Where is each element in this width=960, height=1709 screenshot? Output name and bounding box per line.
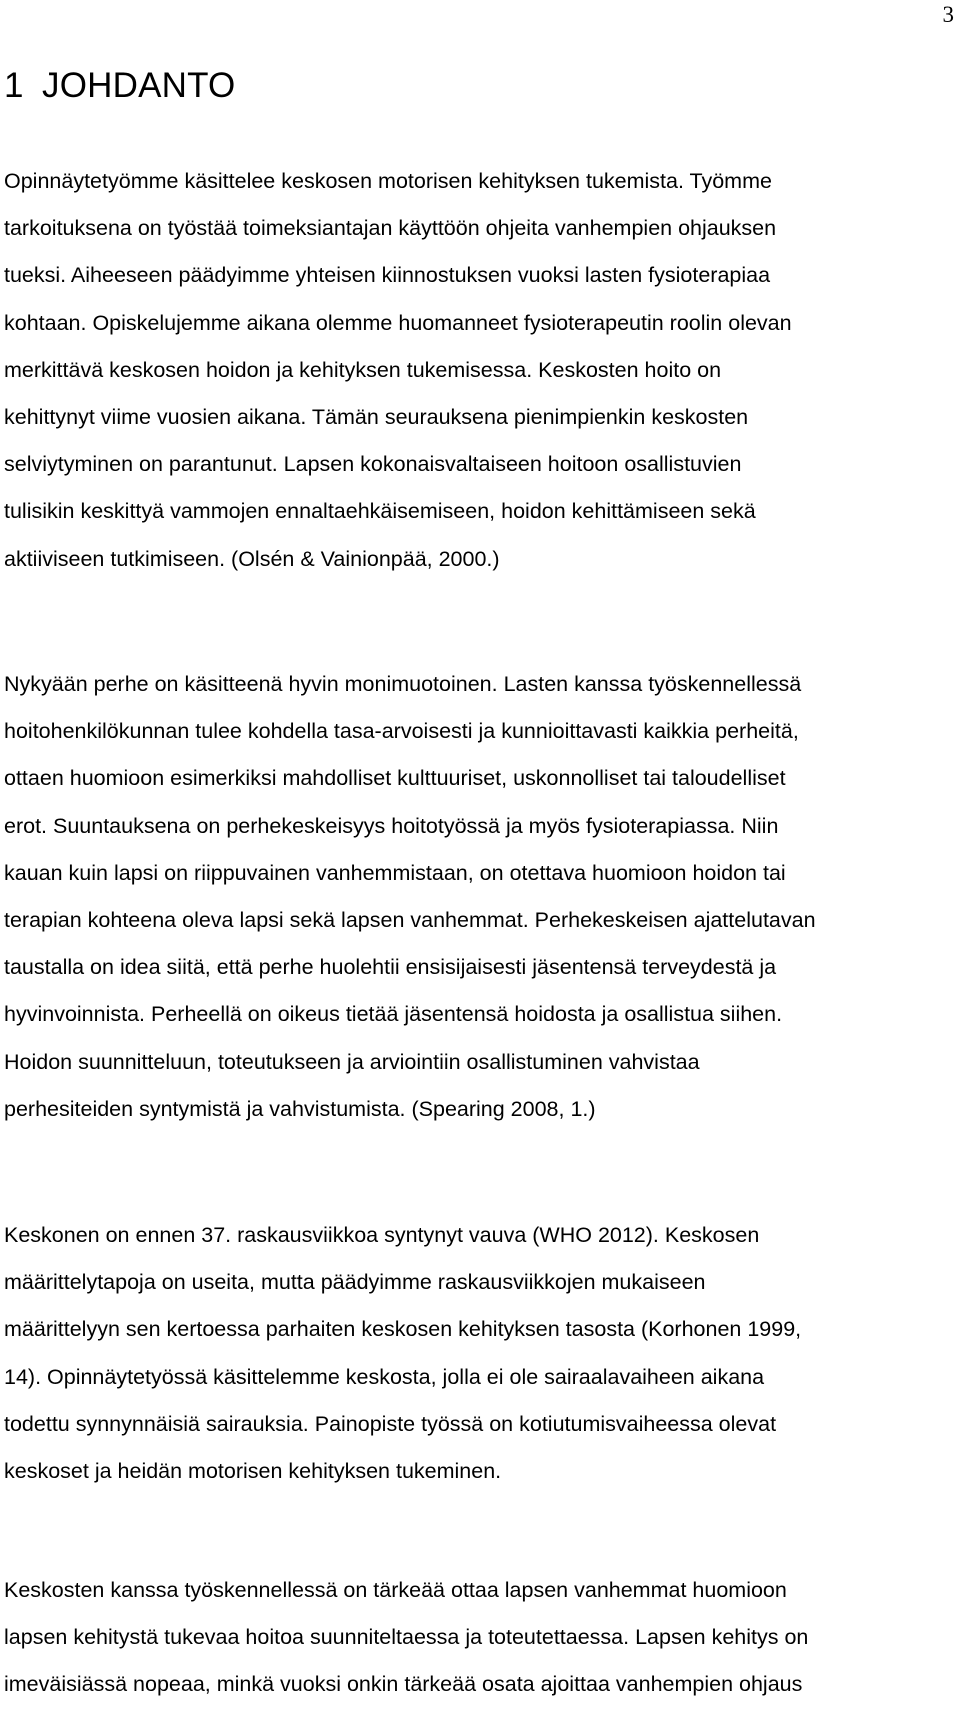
text-line: todettu synnynnäisiä sairauksia. Painopiste työssä on kotiutumisvaiheessa olevat <box>4 1411 777 1436</box>
text-line: tulisikin keskittyä vammojen ennaltaehkäisemiseen, hoidon kehittämiseen sekä <box>4 499 756 524</box>
text-line: kauan kuin lapsi on riippuvainen vanhemmistaan, on otettava huomioon hoidon tai <box>4 860 786 885</box>
text-line: Hoidon suunnitteluun, toteutukseen ja arviointiin osallistuminen vahvistaa <box>4 1049 700 1074</box>
text-line: Nykyään perhe on käsitteenä hyvin monimuotoinen. Lasten kanssa työskennellessä <box>4 672 802 696</box>
text-line: merkittävä keskosen hoidon ja kehityksen tukemisessa. Keskosten hoito on <box>4 357 722 382</box>
text-line: selviytyminen on parantunut. Lapsen kokonaisvaltaiseen hoitoon osallistuvien <box>4 452 742 477</box>
text-line: kehittynyt viime vuosien aikana. Tämän seurauksena pienimpienkin keskosten <box>4 405 749 430</box>
text-line: hyvinvoinnista. Perheellä on oikeus tietää jäsentensä hoidosta ja osallistua siihen. <box>4 1002 783 1027</box>
text-line: tarkoituksena on työstää toimeksiantajan käyttöön ohjeita vanhempien ohjauksen <box>4 216 777 241</box>
text-line: Opinnäytetyömme käsittelee keskosen motorisen kehityksen tukemista. Työmme <box>4 169 772 193</box>
text-line: määrittelyyn sen kertoessa parhaiten keskosen kehityksen tasosta (Korhonen 1999, <box>4 1317 802 1342</box>
chapter-number: 1 <box>4 66 24 105</box>
paragraph-introduction <box>4 158 954 583</box>
text-line: imeväisiässä nopeaa, minkä vuoksi onkin tärkeää osata ajoittaa vanhempien ohjaus <box>4 1672 803 1697</box>
paragraph-parents <box>4 1567 954 1709</box>
text-line: tueksi. Aiheeseen päädyimme yhteisen kiinnostuksen vuoksi lasten fysioterapiaa <box>4 263 771 288</box>
page-number: 3 <box>942 2 954 27</box>
paragraph-family <box>4 661 954 1133</box>
text-line: 14). Opinnäytetyössä käsittelemme keskosta, jolla ei ole sairaalavaiheen aikana <box>4 1364 765 1389</box>
text-line: perhesiteiden syntymistä ja vahvistumista. (Spearing 2008, 1.) <box>4 1096 596 1121</box>
chapter-title: JOHDANTO <box>42 66 236 105</box>
text-line: Keskonen on ennen 37. raskausviikkoa syntynyt vauva (WHO 2012). Keskosen <box>4 1223 760 1247</box>
chapter-heading <box>4 64 235 108</box>
text-line: erot. Suuntauksena on perhekeskeisyys hoitotyössä ja myös fysioterapiassa. Niin <box>4 813 779 838</box>
text-line: aktiiviseen tutkimiseen. (Olsén & Vainionpää, 2000.) <box>4 546 500 571</box>
text-line: Keskosten kanssa työskennellessä on tärkeää ottaa lapsen vanhemmat huomioon <box>4 1578 787 1602</box>
text-line: terapian kohteena oleva lapsi sekä lapsen vanhemmat. Perhekeskeisen ajattelutavan <box>4 908 816 933</box>
text-line: kohtaan. Opiskelujemme aikana olemme huomanneet fysioterapeutin roolin olevan <box>4 310 792 335</box>
text-line: keskoset ja heidän motorisen kehityksen tukeminen. <box>4 1459 502 1484</box>
text-line: lapsen kehitystä tukevaa hoitoa suunniteltaessa ja toteutettaessa. Lapsen kehitys on <box>4 1625 809 1650</box>
text-line: määrittelytapoja on useita, mutta päädyimme raskausviikkojen mukaiseen <box>4 1270 706 1295</box>
text-line: hoitohenkilökunnan tulee kohdella tasa-arvoisesti ja kunnioittavasti kaikkia perheitä, <box>4 719 799 744</box>
text-line: ottaen huomioon esimerkiksi mahdolliset kulttuuriset, uskonnolliset tai taloudelliset <box>4 766 786 791</box>
paragraph-preterm-definition <box>4 1212 954 1495</box>
text-line: taustalla on idea siitä, että perhe huolehtii ensisijaisesti jäsentensä terveydestä ja <box>4 955 777 980</box>
